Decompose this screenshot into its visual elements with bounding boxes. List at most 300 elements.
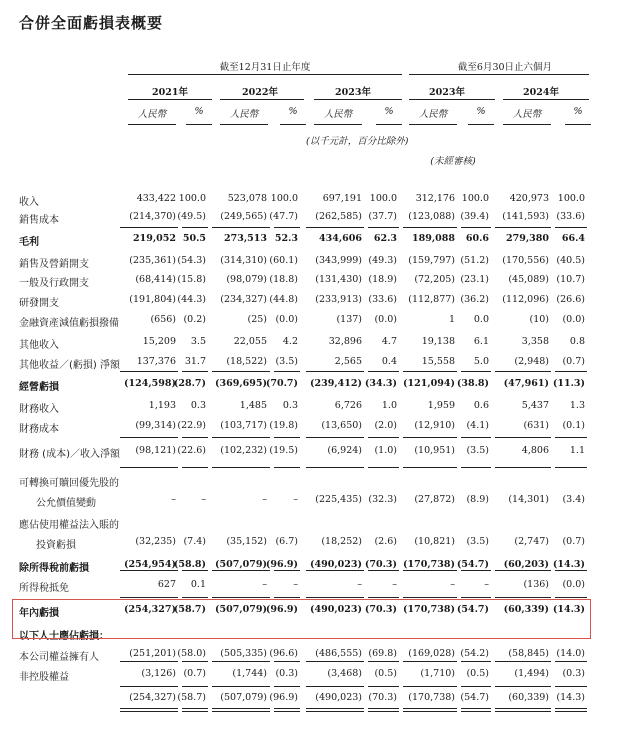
percent-cell: (49.3) bbox=[368, 255, 397, 266]
total-rule bbox=[495, 597, 551, 598]
amount-cell: (10,951) bbox=[414, 445, 455, 456]
table-row bbox=[0, 579, 622, 593]
amount-cell: (507,079) bbox=[215, 559, 267, 570]
amount-cell: (47,961) bbox=[503, 378, 549, 389]
amount-cell: 2,565 bbox=[334, 356, 362, 367]
year-2023: 2023年 bbox=[335, 87, 371, 98]
amount-cell: (137) bbox=[336, 314, 362, 325]
row-label: 一般及行政開支 bbox=[19, 278, 89, 289]
year-2022: 2022年 bbox=[242, 87, 278, 98]
total-rule bbox=[461, 437, 491, 438]
percent-cell: (47.7) bbox=[269, 211, 298, 222]
row-label: 財務成本 bbox=[19, 424, 59, 435]
percent-header: % bbox=[476, 106, 486, 117]
total-rule bbox=[212, 570, 270, 571]
period-rule-full bbox=[128, 74, 402, 75]
total-rule bbox=[274, 467, 300, 468]
total-rule bbox=[403, 708, 457, 709]
amount-cell: (631) bbox=[523, 420, 549, 431]
amount-cell: (170,556) bbox=[502, 255, 549, 266]
total-rule bbox=[403, 661, 457, 662]
percent-cell: 6.1 bbox=[473, 336, 489, 347]
percent-cell: (14.3) bbox=[552, 604, 585, 615]
total-rule bbox=[495, 708, 551, 709]
percent-cell: (54.3) bbox=[177, 255, 206, 266]
percent-cell: (14.0) bbox=[556, 648, 585, 659]
row-label: 可轉換可贖回優先股的 bbox=[19, 478, 119, 489]
amount-cell: (225,435) bbox=[315, 494, 362, 505]
percent-cell: (0.0) bbox=[562, 579, 585, 590]
total-rule bbox=[495, 661, 551, 662]
row-label: 財務收入 bbox=[19, 404, 59, 415]
percent-cell: (96.6) bbox=[269, 648, 298, 659]
amount-cell: 1,485 bbox=[239, 400, 267, 411]
total-rule bbox=[182, 711, 208, 712]
total-rule bbox=[368, 597, 399, 598]
amount-cell: (112,096) bbox=[502, 294, 549, 305]
total-rule bbox=[555, 371, 587, 372]
amount-cell: 523,078 bbox=[227, 193, 267, 204]
table-row bbox=[0, 314, 622, 328]
currency-header: 人民幣 bbox=[323, 109, 353, 120]
percent-cell: (0.7) bbox=[183, 668, 206, 679]
percent-cell: (19.5) bbox=[269, 445, 298, 456]
percent-cell: 100.0 bbox=[369, 193, 397, 204]
year-2021: 2021年 bbox=[152, 87, 188, 98]
row-label: 非控股權益 bbox=[19, 672, 69, 683]
percent-cell: (0.5) bbox=[466, 668, 489, 679]
percent-cell: (19.8) bbox=[269, 420, 298, 431]
percent-cell: (54.7) bbox=[456, 604, 489, 615]
percent-cell: (0.2) bbox=[183, 314, 206, 325]
percent-cell: (3.5) bbox=[466, 536, 489, 547]
amount-cell: 19,138 bbox=[421, 336, 455, 347]
total-rule bbox=[120, 570, 178, 571]
amount-cell: 32,896 bbox=[328, 336, 362, 347]
unit-rule bbox=[409, 124, 457, 125]
currency-header: 人民幣 bbox=[229, 109, 259, 120]
year-2024-half: 2024年 bbox=[523, 87, 559, 98]
percent-cell: (58.7) bbox=[173, 604, 206, 615]
unit-rule bbox=[220, 124, 268, 125]
total-rule bbox=[306, 708, 364, 709]
table-row bbox=[0, 692, 622, 706]
unit-note: (以千元計，百分比除外) bbox=[306, 136, 409, 147]
amount-cell: (136) bbox=[523, 579, 549, 590]
amount-cell: (124,598) bbox=[124, 378, 176, 389]
amount-cell: – bbox=[262, 579, 267, 590]
percent-cell: (14.3) bbox=[556, 692, 585, 703]
total-rule bbox=[555, 711, 587, 712]
unit-rule bbox=[503, 124, 551, 125]
row-label: 本公司權益擁有人 bbox=[19, 652, 99, 663]
percent-cell: (0.5) bbox=[374, 668, 397, 679]
percent-cell: 100.0 bbox=[270, 193, 298, 204]
percent-cell: 66.4 bbox=[561, 233, 585, 244]
year-rule-2023h bbox=[409, 99, 495, 100]
row-label: 以下人士應佔虧損： bbox=[19, 631, 109, 642]
year-rule-2022 bbox=[220, 99, 304, 100]
amount-cell: (25) bbox=[247, 314, 267, 325]
percent-cell: (0.3) bbox=[275, 668, 298, 679]
percent-cell: (54.7) bbox=[456, 559, 489, 570]
total-rule bbox=[461, 711, 491, 712]
period-header-half-year: 截至6月30日止六個月 bbox=[457, 62, 553, 73]
amount-cell: (45,089) bbox=[508, 274, 549, 285]
percent-cell: (0.0) bbox=[562, 314, 585, 325]
amount-cell: (121,094) bbox=[403, 378, 455, 389]
percent-cell: 100.0 bbox=[178, 193, 206, 204]
year-rule-2021 bbox=[128, 99, 212, 100]
percent-cell: (40.5) bbox=[556, 255, 585, 266]
total-rule bbox=[555, 437, 587, 438]
unit-rule bbox=[376, 124, 402, 125]
row-label: 毛利 bbox=[19, 237, 39, 248]
percent-header: % bbox=[288, 106, 298, 117]
percent-cell: (58.0) bbox=[177, 648, 206, 659]
percent-cell: (70.3) bbox=[364, 559, 397, 570]
amount-cell: 279,380 bbox=[506, 233, 549, 244]
total-rule bbox=[495, 711, 551, 712]
amount-cell: (3,468) bbox=[327, 668, 362, 679]
total-rule bbox=[306, 597, 364, 598]
year-2023-half: 2023年 bbox=[429, 87, 465, 98]
amount-cell: (170,738) bbox=[408, 692, 455, 703]
amount-cell: (2,948) bbox=[514, 356, 549, 367]
total-rule bbox=[182, 437, 208, 438]
total-rule bbox=[403, 711, 457, 712]
total-rule bbox=[182, 708, 208, 709]
amount-cell: 312,176 bbox=[415, 193, 455, 204]
total-rule bbox=[212, 686, 270, 687]
row-label: 金融資產減值虧損撥備 bbox=[19, 318, 119, 329]
percent-cell: (23.1) bbox=[460, 274, 489, 285]
percent-cell: 60.6 bbox=[465, 233, 489, 244]
total-rule bbox=[120, 711, 178, 712]
period-header-full-year: 截至12月31日止年度 bbox=[219, 62, 311, 73]
total-rule bbox=[403, 227, 457, 228]
total-rule bbox=[182, 371, 208, 372]
amount-cell: – bbox=[262, 494, 267, 505]
total-rule bbox=[182, 597, 208, 598]
total-rule bbox=[120, 661, 178, 662]
amount-cell: (505,335) bbox=[220, 648, 267, 659]
table-row bbox=[0, 536, 622, 550]
percent-cell: 4.2 bbox=[282, 336, 298, 347]
total-rule bbox=[368, 686, 399, 687]
total-rule bbox=[120, 227, 178, 228]
amount-cell: (13,650) bbox=[321, 420, 362, 431]
total-rule bbox=[495, 227, 551, 228]
percent-cell: – bbox=[201, 494, 206, 505]
amount-cell: 137,376 bbox=[136, 356, 176, 367]
percent-cell: (18.8) bbox=[269, 274, 298, 285]
total-rule bbox=[403, 686, 457, 687]
amount-cell: (235,361) bbox=[129, 255, 176, 266]
percent-cell: (96.9) bbox=[269, 692, 298, 703]
percent-cell: (11.3) bbox=[552, 378, 585, 389]
percent-cell: (39.4) bbox=[460, 211, 489, 222]
amount-cell: (490,023) bbox=[310, 559, 362, 570]
total-rule bbox=[212, 371, 270, 372]
table-row bbox=[0, 193, 622, 207]
percent-cell: (33.6) bbox=[368, 294, 397, 305]
unit-rule bbox=[314, 124, 362, 125]
total-rule bbox=[120, 686, 178, 687]
row-label: 銷售成本 bbox=[19, 215, 59, 226]
percent-cell: – bbox=[392, 579, 397, 590]
percent-header: % bbox=[194, 106, 204, 117]
percent-cell: (8.9) bbox=[466, 494, 489, 505]
row-label: 銷售及營銷開支 bbox=[19, 259, 89, 270]
total-rule bbox=[212, 708, 270, 709]
amount-cell: 1 bbox=[448, 314, 455, 325]
total-rule bbox=[274, 708, 300, 709]
total-rule bbox=[212, 467, 270, 468]
table-row bbox=[0, 648, 622, 662]
table-row bbox=[0, 494, 622, 508]
amount-cell: (170,738) bbox=[403, 604, 455, 615]
amount-cell: 6,726 bbox=[334, 400, 362, 411]
percent-cell: 3.5 bbox=[190, 336, 206, 347]
total-rule bbox=[368, 371, 399, 372]
total-rule bbox=[182, 661, 208, 662]
year-rule-2024h bbox=[503, 99, 589, 100]
total-rule bbox=[461, 570, 491, 571]
percent-cell: (44.8) bbox=[269, 294, 298, 305]
percent-header: % bbox=[573, 106, 583, 117]
total-rule bbox=[555, 661, 587, 662]
period-rule-half bbox=[409, 74, 589, 75]
percent-cell: (32.3) bbox=[368, 494, 397, 505]
table-row bbox=[0, 356, 622, 370]
amount-cell: (10,821) bbox=[414, 536, 455, 547]
percent-cell: (0.0) bbox=[374, 314, 397, 325]
amount-cell: (369,695) bbox=[215, 378, 267, 389]
total-rule bbox=[403, 467, 457, 468]
table-row bbox=[0, 255, 622, 269]
amount-cell: (314,310) bbox=[220, 255, 267, 266]
table-row bbox=[0, 336, 622, 350]
percent-cell: (26.6) bbox=[556, 294, 585, 305]
amount-cell: – bbox=[357, 579, 362, 590]
total-rule bbox=[306, 467, 364, 468]
total-rule bbox=[461, 371, 491, 372]
total-rule bbox=[461, 661, 491, 662]
total-rule bbox=[461, 708, 491, 709]
percent-cell: 0.3 bbox=[190, 400, 206, 411]
percent-cell: (54.2) bbox=[460, 648, 489, 659]
percent-cell: (3.5) bbox=[275, 356, 298, 367]
total-rule bbox=[306, 227, 364, 228]
total-rule bbox=[368, 570, 399, 571]
total-rule bbox=[306, 661, 364, 662]
amount-cell: (60,339) bbox=[503, 604, 549, 615]
total-rule bbox=[274, 686, 300, 687]
total-rule bbox=[274, 371, 300, 372]
percent-cell: (96.9) bbox=[265, 559, 298, 570]
currency-header: 人民幣 bbox=[418, 109, 448, 120]
percent-cell: (44.3) bbox=[177, 294, 206, 305]
amount-cell: – bbox=[171, 494, 176, 505]
total-rule bbox=[403, 437, 457, 438]
total-rule bbox=[368, 661, 399, 662]
percent-cell: (54.7) bbox=[460, 692, 489, 703]
total-rule bbox=[274, 227, 300, 228]
table-row bbox=[0, 294, 622, 308]
amount-cell: (123,088) bbox=[408, 211, 455, 222]
total-rule bbox=[555, 708, 587, 709]
amount-cell: 1,959 bbox=[427, 400, 455, 411]
amount-cell: (214,370) bbox=[129, 211, 176, 222]
amount-cell: 433,422 bbox=[136, 193, 176, 204]
amount-cell: (32,235) bbox=[135, 536, 176, 547]
amount-cell: (1,744) bbox=[232, 668, 267, 679]
amount-cell: 697,191 bbox=[322, 193, 362, 204]
table-row bbox=[0, 474, 622, 488]
table-row bbox=[0, 274, 622, 288]
percent-cell: (2.6) bbox=[374, 536, 397, 547]
percent-cell: (38.8) bbox=[456, 378, 489, 389]
page-title: 合併全面虧損表概要 bbox=[19, 14, 164, 32]
row-label: 其他收益／(虧損) 淨額 bbox=[19, 360, 120, 371]
percent-cell: (96.9) bbox=[265, 604, 298, 615]
total-rule bbox=[274, 597, 300, 598]
amount-cell: (249,565) bbox=[220, 211, 267, 222]
unit-rule bbox=[280, 124, 306, 125]
percent-cell: 0.8 bbox=[569, 336, 585, 347]
percent-cell: (0.7) bbox=[562, 356, 585, 367]
percent-cell: (36.2) bbox=[460, 294, 489, 305]
total-rule bbox=[368, 437, 399, 438]
percent-cell: (3.5) bbox=[466, 445, 489, 456]
total-rule bbox=[182, 686, 208, 687]
amount-cell: (60,339) bbox=[508, 692, 549, 703]
total-rule bbox=[495, 437, 551, 438]
amount-cell: (254,327) bbox=[124, 604, 176, 615]
percent-cell: 50.5 bbox=[182, 233, 206, 244]
total-rule bbox=[461, 686, 491, 687]
amount-cell: (18,252) bbox=[321, 536, 362, 547]
total-rule bbox=[368, 711, 399, 712]
percent-cell: (0.1) bbox=[562, 420, 585, 431]
amount-cell: 5,437 bbox=[521, 400, 549, 411]
amount-cell: (507,079) bbox=[215, 604, 267, 615]
percent-cell: (10.7) bbox=[556, 274, 585, 285]
row-label: 公允價值變動 bbox=[36, 498, 96, 509]
percent-cell: (18.9) bbox=[368, 274, 397, 285]
percent-cell: (22.6) bbox=[177, 445, 206, 456]
percent-cell: (28.7) bbox=[173, 378, 206, 389]
percent-cell: (37.7) bbox=[368, 211, 397, 222]
table-row bbox=[0, 516, 622, 530]
amount-cell: – bbox=[450, 579, 455, 590]
percent-cell: 0.4 bbox=[381, 356, 397, 367]
amount-cell: (58,845) bbox=[508, 648, 549, 659]
total-rule bbox=[555, 467, 587, 468]
total-rule bbox=[555, 686, 587, 687]
percent-cell: 0.0 bbox=[473, 314, 489, 325]
amount-cell: (490,023) bbox=[315, 692, 362, 703]
amount-cell: (254,327) bbox=[129, 692, 176, 703]
amount-cell: (12,910) bbox=[414, 420, 455, 431]
row-label: 投資虧損 bbox=[36, 540, 76, 551]
amount-cell: (234,327) bbox=[220, 294, 267, 305]
percent-cell: (33.6) bbox=[556, 211, 585, 222]
amount-cell: (233,913) bbox=[315, 294, 362, 305]
amount-cell: (486,555) bbox=[315, 648, 362, 659]
unit-rule bbox=[468, 124, 494, 125]
total-rule bbox=[495, 570, 551, 571]
amount-cell: (656) bbox=[150, 314, 176, 325]
amount-cell: (10) bbox=[529, 314, 549, 325]
amount-cell: (99,314) bbox=[135, 420, 176, 431]
row-label: 其他收入 bbox=[19, 340, 59, 351]
amount-cell: 22,055 bbox=[233, 336, 267, 347]
percent-cell: (14.3) bbox=[552, 559, 585, 570]
percent-cell: 1.1 bbox=[569, 445, 585, 456]
unit-rule bbox=[186, 124, 212, 125]
total-rule bbox=[403, 570, 457, 571]
year-rule-2023 bbox=[314, 99, 402, 100]
total-rule bbox=[212, 597, 270, 598]
percent-cell: 52.3 bbox=[274, 233, 298, 244]
total-rule bbox=[274, 570, 300, 571]
total-rule bbox=[495, 686, 551, 687]
amount-cell: (239,412) bbox=[310, 378, 362, 389]
percent-header: % bbox=[384, 106, 394, 117]
total-rule bbox=[306, 686, 364, 687]
total-rule bbox=[368, 227, 399, 228]
amount-cell: (1,710) bbox=[420, 668, 455, 679]
percent-cell: (0.7) bbox=[562, 536, 585, 547]
percent-cell: 62.3 bbox=[373, 233, 397, 244]
percent-cell: (58.7) bbox=[177, 692, 206, 703]
percent-cell: – bbox=[293, 494, 298, 505]
row-label: 除所得稅前虧損 bbox=[19, 563, 89, 574]
amount-cell: (68,414) bbox=[135, 274, 176, 285]
amount-cell: (169,028) bbox=[408, 648, 455, 659]
percent-cell: (58.8) bbox=[173, 559, 206, 570]
percent-cell: – bbox=[293, 579, 298, 590]
total-rule bbox=[306, 437, 364, 438]
amount-cell: (27,872) bbox=[414, 494, 455, 505]
percent-cell: (70.3) bbox=[368, 692, 397, 703]
total-rule bbox=[461, 597, 491, 598]
percent-cell: 1.0 bbox=[381, 400, 397, 411]
amount-cell: (112,877) bbox=[408, 294, 455, 305]
amount-cell: (254,954) bbox=[124, 559, 176, 570]
unit-rule bbox=[128, 124, 176, 125]
currency-header: 人民幣 bbox=[137, 109, 167, 120]
total-rule bbox=[555, 597, 587, 598]
total-rule bbox=[306, 570, 364, 571]
total-rule bbox=[120, 437, 178, 438]
amount-cell: (262,585) bbox=[315, 211, 362, 222]
percent-cell: (51.2) bbox=[460, 255, 489, 266]
percent-cell: (22.9) bbox=[177, 420, 206, 431]
percent-cell: (3.4) bbox=[562, 494, 585, 505]
amount-cell: 219,052 bbox=[133, 233, 176, 244]
total-rule bbox=[403, 597, 457, 598]
amount-cell: 1,193 bbox=[148, 400, 176, 411]
percent-cell: (0.0) bbox=[275, 314, 298, 325]
total-rule bbox=[368, 708, 399, 709]
percent-cell: – bbox=[484, 579, 489, 590]
percent-cell: 1.3 bbox=[569, 400, 585, 411]
amount-cell: 627 bbox=[157, 579, 176, 590]
total-rule bbox=[368, 467, 399, 468]
